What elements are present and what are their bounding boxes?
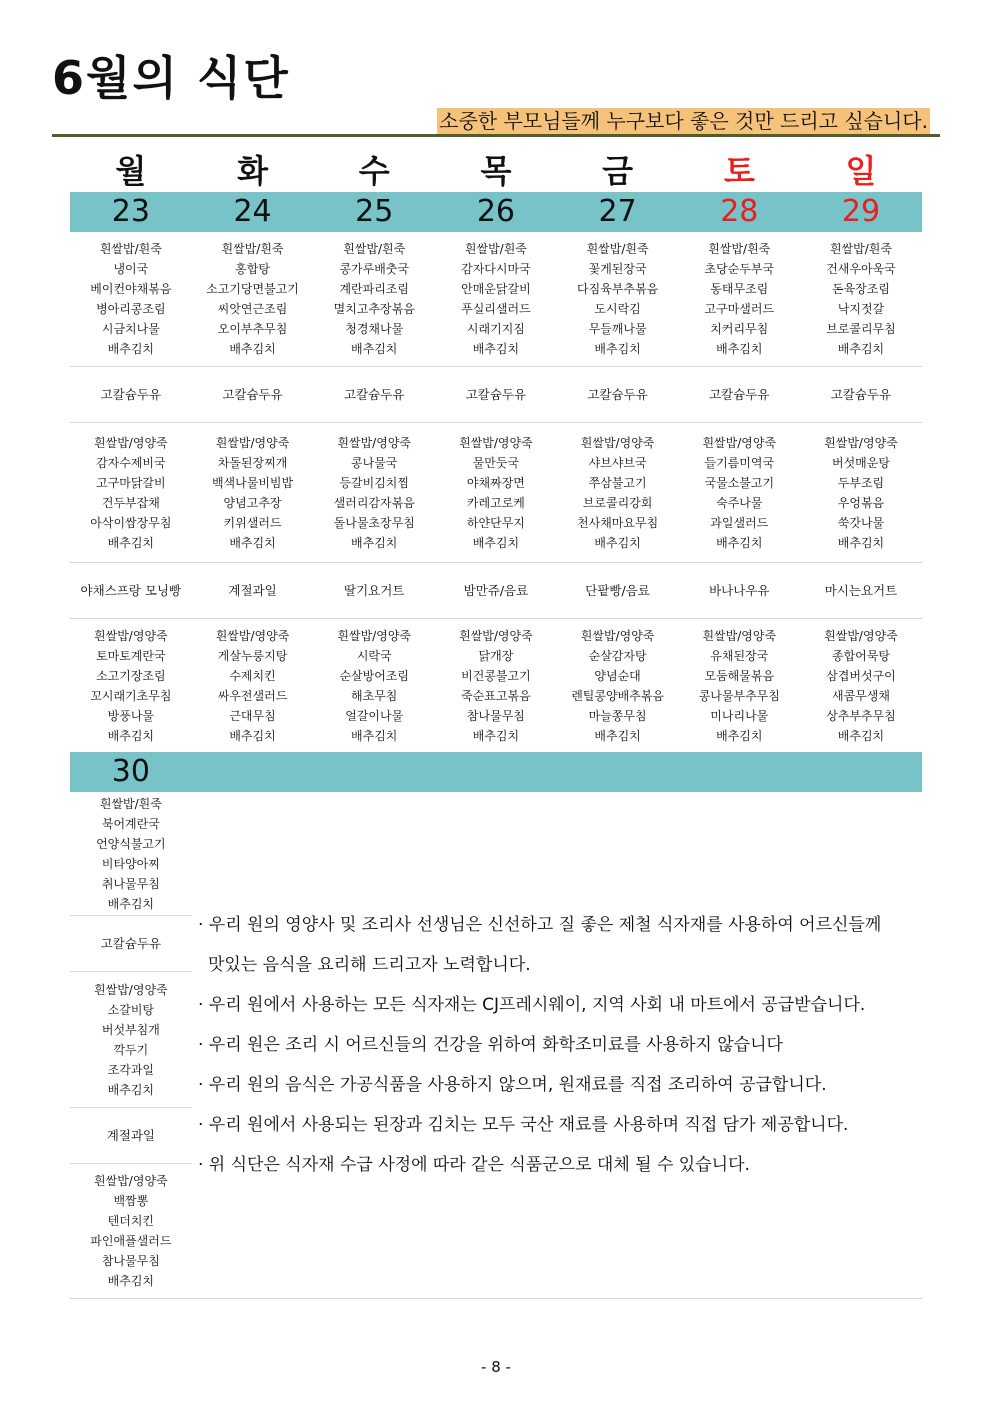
menu-item: 흰쌀밥/영양죽 <box>94 628 168 643</box>
menu-item: 소갈비탕 <box>107 1002 155 1017</box>
menu-item: 버섯매운탕 <box>831 455 890 470</box>
menu-item: 순살감자탕 <box>588 648 647 663</box>
menu-item: 해초무침 <box>351 688 398 703</box>
afternoon-snack-row <box>70 563 922 619</box>
menu-item: 홍합탕 <box>235 262 270 276</box>
notice-item <box>198 905 920 985</box>
notice-list <box>198 905 920 1185</box>
menu-item: 흰쌀밥/영양죽 <box>459 435 533 450</box>
notice-line: 맛있는 음식을 요리해 드리고자 노력합니다. <box>208 955 531 975</box>
lunch-cell <box>435 423 557 562</box>
menu-item: 참나물무침 <box>101 1254 160 1268</box>
lunch-cell <box>70 972 192 1108</box>
week-1-menu <box>70 150 922 752</box>
menu-item: 흰쌀밥/영양죽 <box>702 628 777 643</box>
weekday-label: 월 <box>115 152 147 190</box>
menu-item: 배추김치 <box>107 342 155 356</box>
menu-item: 배추김치 <box>594 342 641 356</box>
breakfast-cell <box>557 232 679 366</box>
breakfast-cell <box>313 232 435 366</box>
dinner-cell <box>435 619 557 752</box>
menu-item: 소고기당면불고기 <box>206 282 299 296</box>
lunch-cell <box>800 423 922 562</box>
menu-item: 두부조림 <box>837 475 885 490</box>
lunch-cell <box>313 423 435 562</box>
menu-item: 콩나물부추무침 <box>698 688 780 703</box>
menu-item: 키위샐러드 <box>223 515 282 530</box>
date-number: 28 <box>720 194 759 229</box>
breakfast-cell <box>70 792 192 916</box>
menu-item: 배추김치 <box>229 728 276 743</box>
menu-item: 브로콜리무침 <box>826 322 896 336</box>
menu-item: 오이부추무침 <box>217 322 288 336</box>
menu-item: 조각과일 <box>107 1062 155 1077</box>
breakfast-items <box>70 792 192 915</box>
menu-item: 유채된장국 <box>710 648 769 663</box>
menu-item: 안매운닭갈비 <box>461 282 531 296</box>
menu-item: 흰쌀밥/영양죽 <box>824 628 898 643</box>
menu-item: 흰쌀밥/영양죽 <box>215 628 290 643</box>
lunch-cell <box>557 423 679 562</box>
menu-item: 계란파리조림 <box>339 282 409 296</box>
notice-item <box>198 1065 920 1105</box>
menu-item: 치커리무침 <box>710 322 769 336</box>
dinner-cell <box>313 619 435 752</box>
snack-cell: 고칼슘두유 <box>709 386 770 402</box>
menu-item: 흰쌀밥/흰죽 <box>99 242 162 256</box>
menu-item: 흰쌀밥/영양죽 <box>337 435 412 450</box>
menu-item: 천사채마요무침 <box>577 515 659 530</box>
snack-cell: 바나나우유 <box>709 582 770 598</box>
menu-item: 차돌된장찌개 <box>217 455 288 470</box>
lunch-items <box>70 972 192 1107</box>
menu-item: 양념순대 <box>594 668 641 683</box>
breakfast-cell <box>192 232 314 366</box>
date-bar-week-2 <box>70 752 922 792</box>
dinner-cell <box>678 619 800 752</box>
snack-cell: 고칼슘두유 <box>465 386 527 402</box>
menu-item: 흰쌀밥/영양죽 <box>94 1174 168 1188</box>
morning-snack-row <box>70 367 922 423</box>
snack-cell: 마시는요거트 <box>824 582 898 598</box>
menu-item: 쭈삼불고기 <box>588 475 647 490</box>
menu-item: 배추김치 <box>837 535 885 550</box>
menu-item: 파인애플샐러드 <box>90 1234 172 1248</box>
weekday-label: 수 <box>358 152 390 190</box>
menu-item: 야채짜장면 <box>466 475 525 490</box>
menu-item: 취나물무침 <box>101 876 160 891</box>
menu-item: 미나리나물 <box>710 708 769 723</box>
snack-cell: 고칼슘두유 <box>344 386 405 402</box>
menu-item: 흰쌀밥/영양죽 <box>94 435 168 450</box>
menu-item: 쑥갓나물 <box>837 515 885 530</box>
menu-item: 물만둣국 <box>472 455 520 470</box>
lunch-cell <box>70 423 192 562</box>
menu-item: 텐더치킨 <box>107 1214 155 1228</box>
menu-item: 배추김치 <box>716 535 763 550</box>
menu-item: 씨앗연근조림 <box>217 302 288 316</box>
date-number: 26 <box>476 194 515 229</box>
menu-item: 콩나물국 <box>351 455 398 470</box>
weekday-label: 화 <box>237 152 268 190</box>
menu-item: 배추김치 <box>472 728 520 743</box>
menu-item: 아삭이쌈장무침 <box>90 515 172 530</box>
breakfast-cell <box>435 232 557 366</box>
breakfast-cell <box>800 232 922 366</box>
dinner-cell <box>800 619 922 752</box>
menu-item: 배추김치 <box>107 896 155 911</box>
menu-item: 고구마닭갈비 <box>96 475 166 490</box>
page-title: 6월의 식단 <box>52 51 290 105</box>
menu-item: 낙지젓갈 <box>837 302 885 316</box>
weekday-label: 금 <box>602 152 634 190</box>
menu-item: 샐러리감자볶음 <box>333 495 415 510</box>
menu-item: 푸실리샐러드 <box>461 302 531 316</box>
notice-item <box>198 1105 920 1145</box>
date-number: 24 <box>233 194 272 229</box>
menu-item: 흰쌀밥/흰죽 <box>829 242 892 256</box>
weekday-label: 일 <box>845 152 877 190</box>
menu-item: 싸우전샐러드 <box>217 688 288 703</box>
menu-item: 흰쌀밥/영양죽 <box>702 435 777 450</box>
notice-item <box>198 1145 920 1185</box>
date-number: 29 <box>841 194 881 229</box>
menu-item: 게살누룽지탕 <box>217 648 288 663</box>
menu-item: 흰쌀밥/흰죽 <box>221 242 284 256</box>
menu-item: 백색나물비빔밥 <box>211 475 294 490</box>
lunch-cell <box>192 423 314 562</box>
menu-item: 꽃게된장국 <box>588 262 647 276</box>
lunch-cell <box>678 423 800 562</box>
date-bar <box>70 192 922 232</box>
menu-item: 감자수제비국 <box>96 455 166 470</box>
breakfast-cell <box>70 232 192 366</box>
notice-line: · 우리 원에서 사용하는 모든 식자재는 CJ프레시웨이, 지역 사회 내 마트에서 공급받습니다. <box>198 995 866 1015</box>
menu-item: 청경채나물 <box>345 322 404 336</box>
menu-item: 감자다시마국 <box>461 262 531 276</box>
menu-item: 냉이국 <box>113 262 149 276</box>
menu-item: 콩가루배춧국 <box>339 262 409 276</box>
menu-item: 고칼슘두유 <box>100 935 162 951</box>
dinner-cell <box>70 619 192 752</box>
menu-item: 양념고추장 <box>223 495 282 510</box>
menu-item: 닭개장 <box>478 648 514 663</box>
menu-item: 배추김치 <box>351 342 398 356</box>
table-bottom-rule <box>70 1298 922 1299</box>
menu-item: 배추김치 <box>594 535 641 550</box>
menu-item: 삼겹버섯구이 <box>826 668 896 683</box>
breakfast-row <box>70 232 922 367</box>
menu-item: 배추김치 <box>716 728 763 743</box>
menu-item: 배추김치 <box>107 1274 155 1288</box>
menu-item: 흰쌀밥/영양죽 <box>215 435 290 450</box>
menu-item: 배추김치 <box>107 535 155 550</box>
menu-item: 마늘쫑무침 <box>588 708 647 723</box>
menu-item: 백짬뽕 <box>113 1194 149 1208</box>
date-number: 23 <box>111 194 150 229</box>
menu-item: 건두부잡채 <box>101 495 160 510</box>
menu-item: 초당순두부국 <box>704 262 775 276</box>
menu-item: 흰쌀밥/흰죽 <box>586 242 649 256</box>
snack-cell: 고칼슘두유 <box>830 386 892 402</box>
menu-item: 베이컨야채볶음 <box>90 282 172 296</box>
menu-item: 종합어묵탕 <box>831 648 890 663</box>
notice-line: · 위 식단은 식자재 수급 사정에 따라 같은 식품군으로 대체 될 수 있습니다. <box>198 1155 750 1175</box>
menu-item: 꼬시래기초무침 <box>90 688 172 703</box>
menu-item: 돌나물초장무침 <box>333 515 415 530</box>
menu-item: 도시락김 <box>594 302 641 316</box>
notice-line: · 우리 원의 영양사 및 조리사 선생님은 신선하고 질 좋은 제철 식자재를 사용하여 어르신들께 <box>198 915 882 935</box>
dinner-items <box>70 1164 192 1298</box>
notice-item <box>198 985 920 1025</box>
snack-cell: 야채스프랑 모닝빵 <box>80 582 182 598</box>
menu-item: 배추김치 <box>594 728 641 743</box>
menu-item: 배추김치 <box>472 342 520 356</box>
menu-item: 배추김치 <box>351 535 398 550</box>
menu-item: 흰쌀밥/영양죽 <box>824 435 898 450</box>
menu-item: 배추김치 <box>229 535 276 550</box>
menu-item: 흰쌀밥/흰죽 <box>708 242 771 256</box>
menu-item: 들기름미역국 <box>704 455 775 470</box>
menu-item: 돈육장조림 <box>831 282 890 296</box>
snack-cell: 딸기요거트 <box>344 582 405 598</box>
snack-cell: 고칼슘두유 <box>587 386 648 402</box>
menu-item: 시락국 <box>356 648 392 663</box>
menu-item: 우엉볶음 <box>837 495 885 510</box>
menu-item: 새콤무생채 <box>831 688 890 703</box>
menu-item: 배추김치 <box>351 728 398 743</box>
menu-item: 배추김치 <box>716 342 763 356</box>
menu-item: 흰쌀밥/영양죽 <box>337 628 412 643</box>
menu-item: 흰쌀밥/흰죽 <box>343 242 406 256</box>
menu-item: 등갈비김치찜 <box>339 475 409 490</box>
title-divider <box>52 134 940 137</box>
menu-item: 상추부추무침 <box>826 708 896 723</box>
afternoon-snack-cell <box>70 1108 192 1164</box>
weekday-label: 토 <box>723 152 755 190</box>
menu-item: 방풍나물 <box>107 708 155 723</box>
menu-item: 무들깨나물 <box>588 322 647 336</box>
snack-cell: 밤만쥬/음료 <box>463 582 529 598</box>
menu-item: 배추김치 <box>472 535 520 550</box>
menu-item: 토마토계란국 <box>96 648 166 663</box>
snack-cell: 계절과일 <box>228 582 277 598</box>
menu-item: 버섯부침개 <box>101 1022 160 1037</box>
page-subtitle: 소중한 부모님들께 누구보다 좋은 것만 드리고 싶습니다. <box>439 109 928 133</box>
menu-item: 얼갈이나물 <box>345 708 404 723</box>
menu-item: 시래기지짐 <box>466 322 525 336</box>
date-number: 25 <box>355 194 394 229</box>
menu-item: 흰쌀밥/영양죽 <box>459 628 533 643</box>
menu-item: 다짐육부추볶음 <box>577 282 659 296</box>
menu-item: 동태무조림 <box>710 282 769 296</box>
menu-item: 과일샐러드 <box>710 515 769 530</box>
menu-item: 배추김치 <box>229 342 276 356</box>
menu-item: 참나물무침 <box>466 708 525 723</box>
notice-line: · 우리 원에서 사용되는 된장과 김치는 모두 국산 재료를 사용하며 직접 담가 제공합니다. <box>198 1115 849 1135</box>
menu-item: 비건콩불고기 <box>461 668 531 683</box>
menu-item: 배추김치 <box>107 728 155 743</box>
dinner-cell <box>70 1164 192 1298</box>
snack-cell: 고칼슘두유 <box>100 386 162 402</box>
menu-item: 근대무침 <box>229 708 276 723</box>
dinner-cell <box>557 619 679 752</box>
menu-item: 건새우아욱국 <box>826 262 896 276</box>
menu-item: 순살방어조림 <box>339 668 409 683</box>
weekday-header <box>70 150 922 192</box>
menu-item: 시금치나물 <box>101 322 160 336</box>
lunch-row <box>70 423 922 563</box>
menu-item: 깍두기 <box>113 1042 149 1057</box>
weekday-label: 목 <box>480 152 512 190</box>
week-2-menu <box>70 792 192 1298</box>
menu-item: 모둠해물볶음 <box>704 668 775 683</box>
dinner-row <box>70 619 922 752</box>
morning-snack-cell <box>70 916 192 972</box>
notice-line: · 우리 원의 음식은 가공식품을 사용하지 않으며, 원재료를 직접 조리하여 공급합니다. <box>198 1075 827 1095</box>
menu-item: 고구마샐러드 <box>704 302 775 316</box>
menu-item: 카레고로케 <box>466 495 525 510</box>
menu-item: 샤브샤브국 <box>588 455 647 470</box>
menu-item: 소고기장조림 <box>96 668 166 683</box>
menu-item: 배추김치 <box>837 342 885 356</box>
snack-cell: 고칼슘두유 <box>222 386 283 402</box>
notice-item <box>198 1025 920 1065</box>
menu-item: 병아리콩조림 <box>96 302 166 316</box>
menu-item: 비타양아찌 <box>101 856 160 871</box>
dinner-cell <box>192 619 314 752</box>
menu-item: 배추김치 <box>107 1082 155 1097</box>
menu-item: 브로콜리강회 <box>582 495 653 510</box>
page-number: - 8 - <box>481 1358 511 1376</box>
menu-item: 흰쌀밥/영양죽 <box>580 435 655 450</box>
breakfast-cell <box>678 232 800 366</box>
menu-item: 숙주나물 <box>716 495 763 510</box>
menu-item: 흰쌀밥/영양죽 <box>580 628 655 643</box>
menu-item: 배추김치 <box>837 728 885 743</box>
notice-line: · 우리 원은 조리 시 어르신들의 건강을 위하여 화학조미료를 사용하지 않습니다 <box>198 1035 783 1055</box>
menu-item: 북어계란국 <box>101 816 160 831</box>
menu-item: 렌틸콩양배추볶음 <box>571 688 664 703</box>
menu-item: 하얀단무지 <box>466 515 525 530</box>
menu-item: 흰쌀밥/흰죽 <box>99 796 162 811</box>
menu-item: 죽순표고볶음 <box>461 688 531 703</box>
date-number: 30 <box>111 754 150 789</box>
date-number: 27 <box>598 194 637 229</box>
menu-item: 멸치고추장볶음 <box>333 302 415 316</box>
menu-item: 흰쌀밥/흰죽 <box>464 242 527 256</box>
menu-item: 수제치킨 <box>229 668 276 683</box>
snack-cell: 단팥빵/음료 <box>585 582 650 598</box>
menu-item: 흰쌀밥/영양죽 <box>94 982 168 997</box>
menu-item: 국물소불고기 <box>704 475 775 490</box>
menu-item: 계절과일 <box>106 1127 155 1143</box>
menu-item: 언양식불고기 <box>96 836 166 851</box>
